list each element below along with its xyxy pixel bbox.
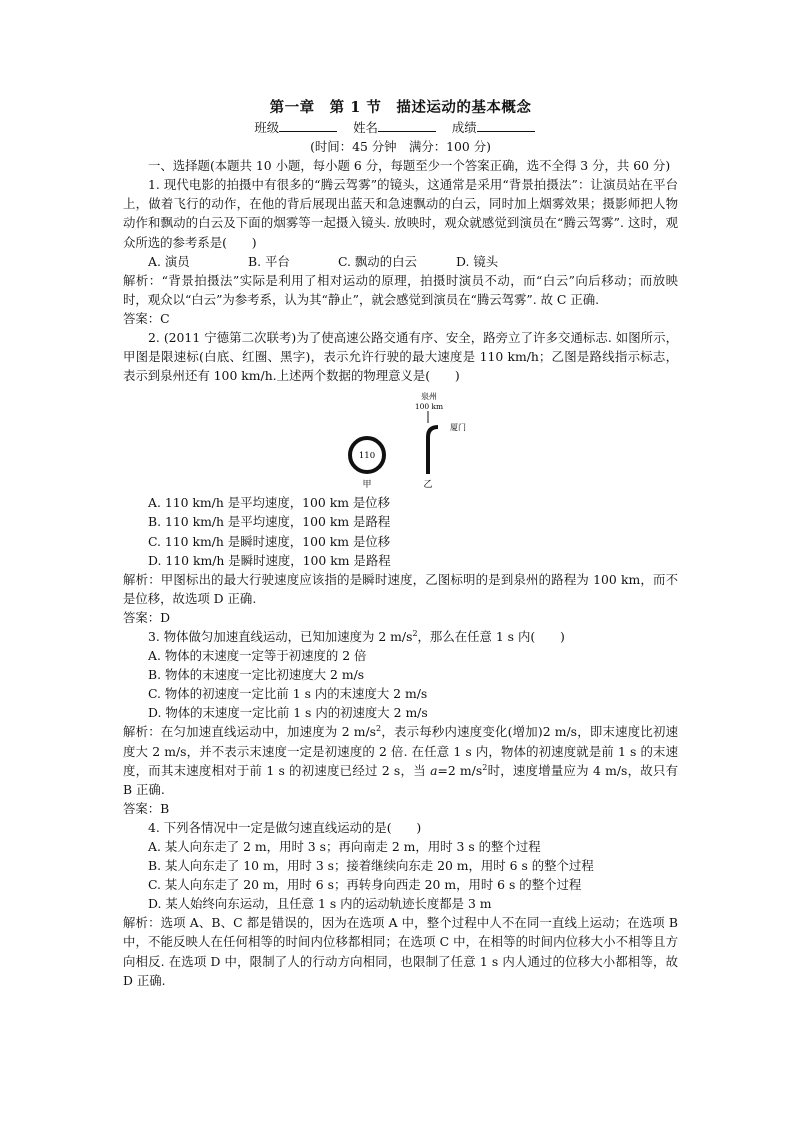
q3-option-d: D. 物体的末速度一定比前 1 s 内的初速度大 2 m/s [148,705,428,721]
q2-option-c: C. 110 km/h 是瞬时速度，100 km 是位移 [148,533,391,549]
q1-option-a: A. 演员 [148,253,190,269]
q2-answer: 答案：D [123,609,171,625]
q2-option-a: A. 110 km/h 是平均速度，100 km 是位移 [148,495,391,511]
route-sign-distance: 100 km [414,402,444,412]
q3-analysis [123,722,678,798]
q2-option-d: D. 110 km/h 是瞬时速度，100 km 是路程 [148,552,391,568]
route-sign-top-city: 泉州 [421,392,437,402]
score-blank[interactable] [477,119,535,132]
q3-analysis-part3: =2 m/s [437,762,483,778]
q1-answer: 答案：C [123,310,170,326]
q3-analysis-part2: ，表示每秒内速度变化(增加)2 m/s，即末速度比初速度大 2 m/s，并不表示末速度一定是初速度的 2 倍. 在任意 1 s 内，物体的初速度就是前 1 s 的末速度，而其末速度相对于前 1 s 的初速度已经过 2 s，当 [123,724,678,778]
q4-option-b: B. 某人向东走了 10 m，用时 3 s；接着继续向东走 20 m，用时 6 s 的整个过程 [148,858,594,874]
name-label: 姓名 [353,120,378,135]
q1-stem: 1. 现代电影的拍摄中有很多的“腾云驾雾”的镜头，这通常是采用“背景拍摄法”：让演员站在平台上，做着飞行的动作，在他的背后展现出蓝天和急速飘动的白云，同时加上烟雾效果；摄影师把人物动作和飘动的白云及下面的烟雾等一起摄入镜头. 放映时，观众就感觉到演员在“腾云驾雾”. 这时，观众所选的参考系是( ) [123,177,678,250]
q4-option-d: D. 某人始终向东运动，且任意 1 s 内的运动轨迹长度都是 3 m [148,896,492,912]
q3-analysis-var: a [430,762,438,778]
q1-analysis: 解析：“背景拍摄法”实际是利用了相对运动的原理，拍摄时演员不动，而“白云”向后移动；而放映时，观众以“白云”为参考系，认为其“静止”，就会感觉到演员在“腾云驾雾”. 故 C 正确. [123,272,678,307]
q1-option-d: D. 镜头 [456,253,499,269]
q1-option-c: C. 飘动的白云 [338,253,417,269]
q3-option-c: C. 物体的初速度一定比前 1 s 内的末速度大 2 m/s [148,686,428,702]
traffic-signs-figure [323,391,483,489]
q3-stem [123,627,678,646]
class-blank[interactable] [279,119,337,132]
q2-analysis: 解析：甲图标出的最大行驶速度应该指的是瞬时速度，乙图标明的是到泉州的路程为 100 km，而不是位移，故选项 D 正确. [123,571,678,606]
q3-stem-sup: 2 [412,628,418,638]
q2-stem: 2. (2011 宁德第二次联考)为了使高速公路交通有序、安全，路旁立了许多交通标志. 如图所示，甲图是限速标(白底、红圈、黑字)，表示允许行驶的最大速度是 110 km/h；乙图是路线指示标志，表示到泉州还有 100 km/h.上述两个数据的物理意义是( ) [123,330,678,384]
page-title: 第一章 第 1 节 描述运动的基本概念 [269,99,532,116]
class-label: 班级 [254,120,280,135]
q3-analysis-part1: 解析：在匀加速直线运动中，加速度为 2 m/s [123,724,377,740]
q2-option-b: B. 110 km/h 是平均速度，100 km 是路程 [148,514,391,530]
q4-option-a: A. 某人向东走了 2 m，用时 3 s；再向南走 2 m，用时 3 s 的整个过程 [148,839,541,854]
route-arrow-icon [428,427,438,474]
q3-stem-part2: ，那么在任意 1 s 内( ) [417,628,565,644]
q4-option-c: C. 某人向东走了 20 m，用时 6 s；再转身向西走 20 m，用时 6 s 的整个过程 [148,877,582,893]
name-blank[interactable] [378,119,436,132]
student-info-line [123,118,678,137]
worksheet-content [123,98,678,990]
q3-analysis-part4: 时，速度增量应为 4 m/s，故只有 B 正确. [123,762,679,797]
q3-option-b: B. 物体的末速度一定比初速度大 2 m/s [148,667,365,683]
sign2-caption: 乙 [423,480,433,490]
q3-stem-part1: 3. 物体做匀加速直线运动，已知加速度为 2 m/s [148,628,413,644]
sign1-caption: 甲 [362,480,372,490]
speed-limit-value: 110 [358,451,376,462]
route-sign-right-city: 厦门 [450,423,466,433]
time-info: (时间：45 分钟 满分：100 分) [310,139,491,155]
q3-answer: 答案：B [123,800,170,816]
q1-options [123,252,678,271]
q4-stem: 4. 下列各情况中一定是做匀速直线运动的是( ) [148,819,422,835]
score-label: 成绩 [451,120,477,135]
q2-figure [123,391,678,489]
q3-analysis-sup1: 2 [376,724,382,734]
q4-analysis: 解析：选项 A、B、C 都是错误的，因为在选项 A 中，整个过程中人不在同一直线上运动；在选项 B 中，不能反映人在任何相等的时间内位移都相同；在选项 C 中，在相等的时间内位移大小不相等且方向相反. 在选项 D 中，限制了人的行动方向相同，也限制了任意 1 s 内人通过的位移大小都相等，故 D 正确. [123,915,678,988]
q3-option-a: A. 物体的末速度一定等于初速度的 2 倍 [148,648,367,664]
q3-analysis-sup2: 2 [482,762,488,772]
section-heading: 一、选择题(本题共 10 小题，每小题 6 分，每题至少一个答案正确，选不全得 3 分，共 60 分) [148,158,671,174]
q1-option-b: B. 平台 [248,253,290,269]
